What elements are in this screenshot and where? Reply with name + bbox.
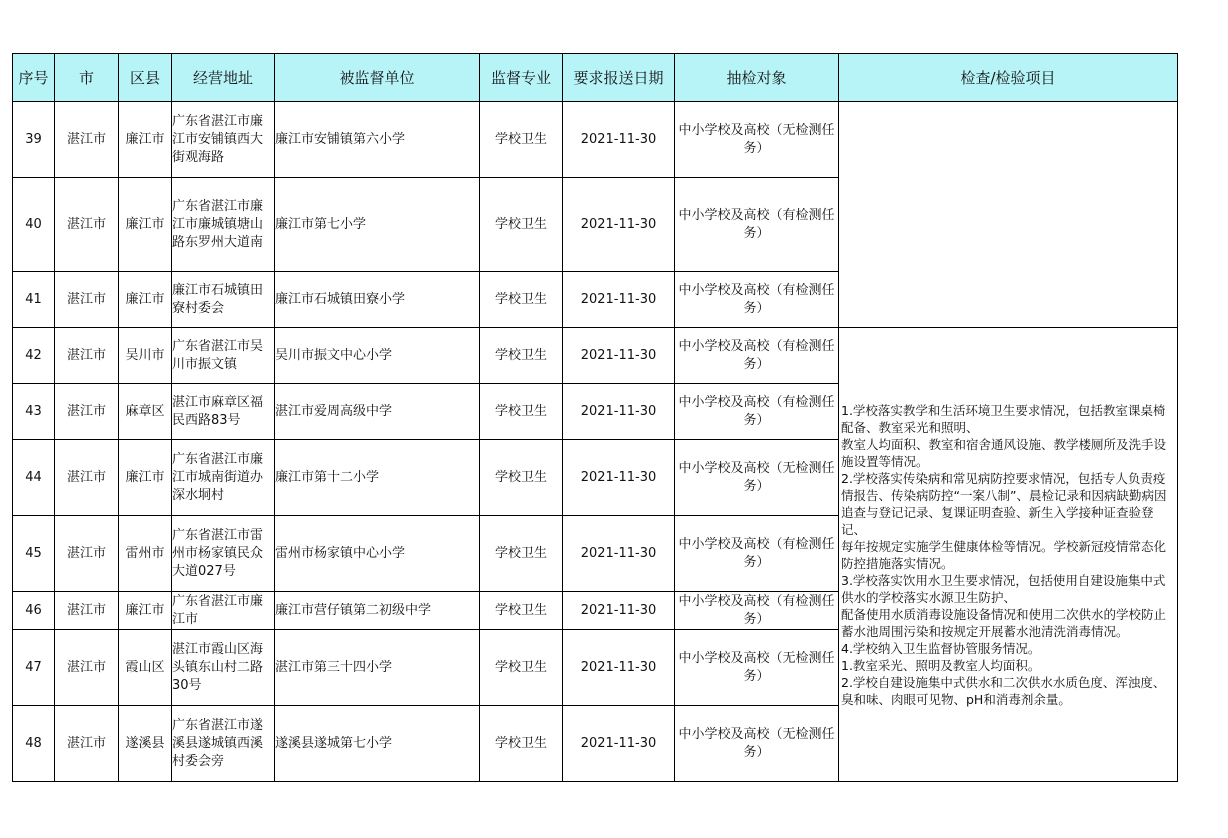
cell-deadline: 2021-11-30	[563, 178, 675, 272]
cell-address: 广东省湛江市廉江市廉城镇塘山路东罗州大道南	[172, 178, 275, 272]
cell-deadline: 2021-11-30	[563, 630, 675, 706]
cell-object: 中小学校及高校（有检测任务）	[675, 178, 839, 272]
cell-unit: 廉江市石城镇田寮小学	[275, 272, 480, 328]
cell-district: 遂溪县	[119, 706, 172, 782]
cell-deadline: 2021-11-30	[563, 440, 675, 516]
cell-object: 中小学校及高校（有检测任务）	[675, 272, 839, 328]
header-row	[13, 54, 1178, 102]
header-seq: 序号	[13, 54, 55, 102]
table-row	[13, 102, 1178, 178]
cell-deadline: 2021-11-30	[563, 272, 675, 328]
inspection-table	[12, 53, 1178, 782]
cell-district: 廉江市	[119, 102, 172, 178]
cell-seq: 46	[13, 592, 55, 630]
cell-city: 湛江市	[55, 440, 119, 516]
inspection-item-line: 2.学校自建设施集中式供水和二次供水水质色度、浑浊度、臭和味、肉眼可见物、pH和消毒剂余量。	[841, 674, 1166, 707]
cell-unit: 吴川市振文中心小学	[275, 328, 480, 384]
cell-district: 霞山区	[119, 630, 172, 706]
header-object: 抽检对象	[675, 54, 839, 102]
cell-city: 湛江市	[55, 328, 119, 384]
cell-deadline: 2021-11-30	[563, 102, 675, 178]
cell-specialty: 学校卫生	[480, 592, 563, 630]
cell-unit: 廉江市安铺镇第六小学	[275, 102, 480, 178]
inspection-item-line: 2.学校落实传染病和常见病防控要求情况，包括专人负责疫情报告、传染病防控“一案八制”、晨检记录和因病缺勤病因追查与登记记录、复课证明查验、新生入学接种证查验登记、	[841, 470, 1167, 537]
header-address: 经营地址	[172, 54, 275, 102]
inspection-item-line: 1.学校落实教学和生活环境卫生要求情况，包括教室课桌椅配备、教室采光和照明、	[841, 402, 1166, 435]
cell-specialty: 学校卫生	[480, 272, 563, 328]
cell-specialty: 学校卫生	[480, 178, 563, 272]
cell-object: 中小学校及高校（有检测任务）	[675, 516, 839, 592]
cell-unit: 廉江市第十二小学	[275, 440, 480, 516]
cell-specialty: 学校卫生	[480, 384, 563, 440]
cell-object: 中小学校及高校（有检测任务）	[675, 384, 839, 440]
cell-deadline: 2021-11-30	[563, 706, 675, 782]
cell-unit: 廉江市第七小学	[275, 178, 480, 272]
cell-seq: 48	[13, 706, 55, 782]
cell-address: 廉江市石城镇田寮村委会	[172, 272, 275, 328]
cell-specialty: 学校卫生	[480, 102, 563, 178]
cell-address: 湛江市霞山区海头镇东山村二路30号	[172, 630, 275, 706]
cell-address: 湛江市麻章区福民西路83号	[172, 384, 275, 440]
cell-city: 湛江市	[55, 516, 119, 592]
cell-object: 中小学校及高校（有检测任务）	[675, 592, 839, 630]
cell-city: 湛江市	[55, 592, 119, 630]
cell-seq: 40	[13, 178, 55, 272]
cell-seq: 39	[13, 102, 55, 178]
cell-district: 廉江市	[119, 178, 172, 272]
inspection-item-line: 4.学校纳入卫生监督协管服务情况。	[841, 640, 1041, 656]
cell-unit: 廉江市营仔镇第二初级中学	[275, 592, 480, 630]
cell-object: 中小学校及高校（有检测任务）	[675, 328, 839, 384]
cell-unit: 遂溪县遂城第七小学	[275, 706, 480, 782]
cell-city: 湛江市	[55, 706, 119, 782]
cell-items-empty	[839, 102, 1178, 328]
cell-inspection-items	[839, 328, 1178, 782]
table-row	[13, 328, 1178, 384]
cell-city: 湛江市	[55, 272, 119, 328]
cell-seq: 47	[13, 630, 55, 706]
cell-address: 广东省湛江市雷州市杨家镇民众大道027号	[172, 516, 275, 592]
inspection-item-line: 每年按规定实施学生健康体检等情况。学校新冠疫情常态化防控措施落实情况。	[841, 538, 1167, 571]
inspection-item-line: 1.教室采光、照明及教室人均面积。	[841, 657, 1041, 673]
cell-specialty: 学校卫生	[480, 706, 563, 782]
cell-specialty: 学校卫生	[480, 440, 563, 516]
cell-district: 麻章区	[119, 384, 172, 440]
cell-specialty: 学校卫生	[480, 516, 563, 592]
inspection-item-line: 教室人均面积、教室和宿舍通风设施、教学楼厕所及洗手设施设置等情况。	[841, 436, 1167, 469]
header-deadline: 要求报送日期	[563, 54, 675, 102]
cell-unit: 湛江市第三十四小学	[275, 630, 480, 706]
cell-object: 中小学校及高校（无检测任务）	[675, 102, 839, 178]
cell-district: 廉江市	[119, 440, 172, 516]
cell-unit: 雷州市杨家镇中心小学	[275, 516, 480, 592]
cell-city: 湛江市	[55, 630, 119, 706]
cell-district: 吴川市	[119, 328, 172, 384]
cell-deadline: 2021-11-30	[563, 516, 675, 592]
cell-district: 雷州市	[119, 516, 172, 592]
header-city: 市	[55, 54, 119, 102]
header-district: 区县	[119, 54, 172, 102]
cell-seq: 44	[13, 440, 55, 516]
cell-deadline: 2021-11-30	[563, 384, 675, 440]
cell-seq: 43	[13, 384, 55, 440]
cell-specialty: 学校卫生	[480, 630, 563, 706]
cell-seq: 42	[13, 328, 55, 384]
cell-district: 廉江市	[119, 272, 172, 328]
cell-deadline: 2021-11-30	[563, 328, 675, 384]
cell-city: 湛江市	[55, 178, 119, 272]
inspection-item-line: 3.学校落实饮用水卫生要求情况，包括使用自建设施集中式供水的学校落实水源卫生防护、	[841, 572, 1166, 605]
cell-object: 中小学校及高校（无检测任务）	[675, 706, 839, 782]
cell-seq: 41	[13, 272, 55, 328]
cell-seq: 45	[13, 516, 55, 592]
header-items: 检查/检验项目	[839, 54, 1178, 102]
header-specialty: 监督专业	[480, 54, 563, 102]
cell-address: 广东省湛江市廉江市城南街道办深水垌村	[172, 440, 275, 516]
cell-district: 廉江市	[119, 592, 172, 630]
inspection-item-line: 配备使用水质消毒设施设备情况和使用二次供水的学校防止蓄水池周围污染和按规定开展蓄水池清洗消毒情况。	[841, 606, 1167, 639]
cell-deadline: 2021-11-30	[563, 592, 675, 630]
header-unit: 被监督单位	[275, 54, 480, 102]
cell-specialty: 学校卫生	[480, 328, 563, 384]
cell-unit: 湛江市爱周高级中学	[275, 384, 480, 440]
cell-address: 广东省湛江市廉江市	[172, 592, 275, 630]
cell-address: 广东省湛江市吴川市振文镇	[172, 328, 275, 384]
cell-city: 湛江市	[55, 384, 119, 440]
cell-address: 广东省湛江市廉江市安铺镇西大街观海路	[172, 102, 275, 178]
cell-address: 广东省湛江市遂溪县遂城镇西溪村委会旁	[172, 706, 275, 782]
cell-object: 中小学校及高校（无检测任务）	[675, 440, 839, 516]
cell-object: 中小学校及高校（无检测任务）	[675, 630, 839, 706]
cell-city: 湛江市	[55, 102, 119, 178]
